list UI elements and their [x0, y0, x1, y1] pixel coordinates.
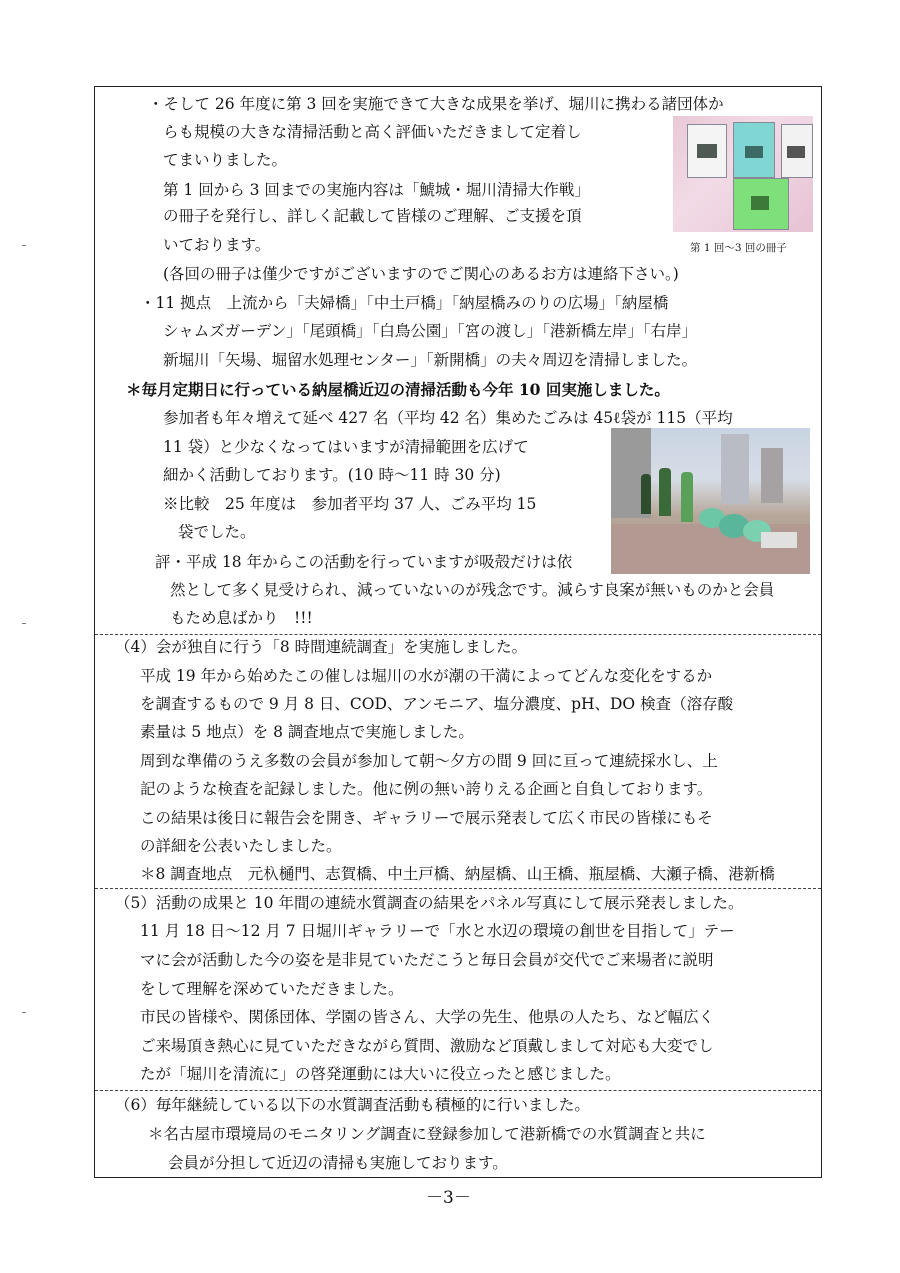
booklets-photo	[673, 116, 813, 232]
text-line: ・そして 26 年度に第 3 回を実施できて大きな成果を挙げ、堀川に携わる諸団体か	[148, 95, 724, 113]
cleanup-photo	[611, 428, 810, 574]
text-line: てまいりました。	[163, 151, 288, 169]
page-number: －3－	[426, 1188, 471, 1208]
text-line: ＊毎月定期日に行っている納屋橋近辺の清掃活動も今年 10 回実施しました。	[126, 380, 670, 399]
text-line: ご来場頂き熱心に見ていただきながら質問、激励など頂戴しまして対応も大変でし	[140, 1037, 714, 1055]
text-line: ＊名古屋市環境局のモニタリング調査に登録参加して港新橋での水質調査と共に	[148, 1125, 706, 1143]
text-line: 平成 19 年から始めたこの催しは堀川の水が潮の干満によってどんな変化をするか	[140, 667, 713, 685]
text-line: をして理解を深めていただきました。	[140, 980, 404, 998]
text-line: らも規模の大きな清掃活動と高く評価いただきまして定着し	[163, 123, 582, 141]
text-line: 素量は 5 地点）を 8 調査地点で実施しました。	[140, 723, 474, 741]
text-line: 市民の皆様や、関係団体、学園の皆さん、大学の先生、他県の人たち、など幅広く	[140, 1008, 715, 1026]
text-line: 新堀川「矢場、堀留水処理センター」「新開橋」の夫々周辺を清掃しました。	[163, 351, 698, 369]
text-line: シャムズガーデン」「尾頭橋」「白鳥公園」「宮の渡し」「港新橋左岸」「右岸」	[163, 322, 698, 340]
section-heading: （4）会が独自に行う「8 時間連続調査」を実施しました。	[115, 638, 528, 656]
section-divider	[95, 888, 821, 889]
section-divider	[95, 634, 821, 635]
text-line: 評・平成 18 年からこの活動を行っていますが吸殻だけは依	[155, 553, 573, 571]
text-line: この結果は後日に報告会を開き、ギャラリーで展示発表して広く市民の皆様にもそ	[140, 809, 713, 827]
section-heading: （5）活動の成果と 10 年間の連続水質調査の結果をパネル写真にして展示発表しました。	[115, 894, 744, 912]
text-line: もため息ばかり !!!	[170, 609, 313, 627]
margin-tick	[22, 1012, 26, 1013]
booklets-caption: 第 1 回～3 回の冊子	[690, 242, 787, 254]
text-line: いております。	[163, 236, 271, 254]
section-divider	[95, 1090, 821, 1091]
text-line: たが「堀川を清流に」の啓発運動には大いに役立ったと感じました。	[140, 1065, 621, 1083]
text-line: 11 袋）と少なくなってはいますが清掃範囲を広げて	[163, 438, 529, 456]
text-line: マに会が活動した今の姿を是非見ていただこうと毎日会員が交代でご来場者に説明	[140, 951, 714, 969]
text-line: (各回の冊子は僅少ですがございますのでご関心のあるお方は連絡下さい。)	[163, 265, 679, 283]
section-heading: （6）毎年継続している以下の水質調査活動も積極的に行いました。	[115, 1096, 590, 1114]
text-line: の詳細を公表いたしました。	[140, 837, 342, 855]
margin-tick	[22, 623, 26, 624]
text-line: の冊子を発行し、詳しく記載して皆様のご理解、ご支援を頂	[163, 207, 582, 225]
text-line: 周到な準備のうえ多数の会員が参加して朝～夕方の間 9 回に亘って連続採水し、上	[140, 752, 718, 770]
text-line: ＊8 調査地点 元杁樋門、志賀橋、中土戸橋、納屋橋、山王橋、瓶屋橋、大瀬子橋、港新橋	[140, 865, 775, 883]
text-line: 11 月 18 日～12 月 7 日堀川ギャラリーで「水と水辺の環境の創世を目指して」テー	[140, 922, 735, 940]
text-line: ※比較 25 年度は 参加者平均 37 人、ごみ平均 15	[163, 495, 537, 513]
text-line: 細かく活動しております。(10 時～11 時 30 分)	[163, 466, 501, 484]
text-line: ・11 拠点 上流から「夫婦橋」「中土戸橋」「納屋橋みのりの広場」「納屋橋	[140, 294, 669, 312]
margin-tick	[22, 245, 26, 246]
text-line: 袋でした。	[178, 523, 256, 541]
text-line: を調査するもので 9 月 8 日、COD、アンモニア、塩分濃度、pH、DO 検査（溶存酸	[140, 695, 734, 713]
text-line: 第 1 回から 3 回までの実施内容は「鯱城・堀川清掃大作戦」	[163, 181, 590, 199]
text-line: 然として多く見受けられ、減っていないのが残念です。減らす良案が無いものかと会員	[170, 581, 775, 599]
text-line: 参加者も年々増えて延べ 427 名（平均 42 名）集めたごみは 45ℓ袋が 115（平均	[163, 409, 733, 427]
text-line: 記のような検査を記録しました。他に例の無い誇りえる企画と自負しております。	[140, 780, 713, 798]
text-line: 会員が分担して近辺の清掃も実施しております。	[168, 1154, 508, 1172]
